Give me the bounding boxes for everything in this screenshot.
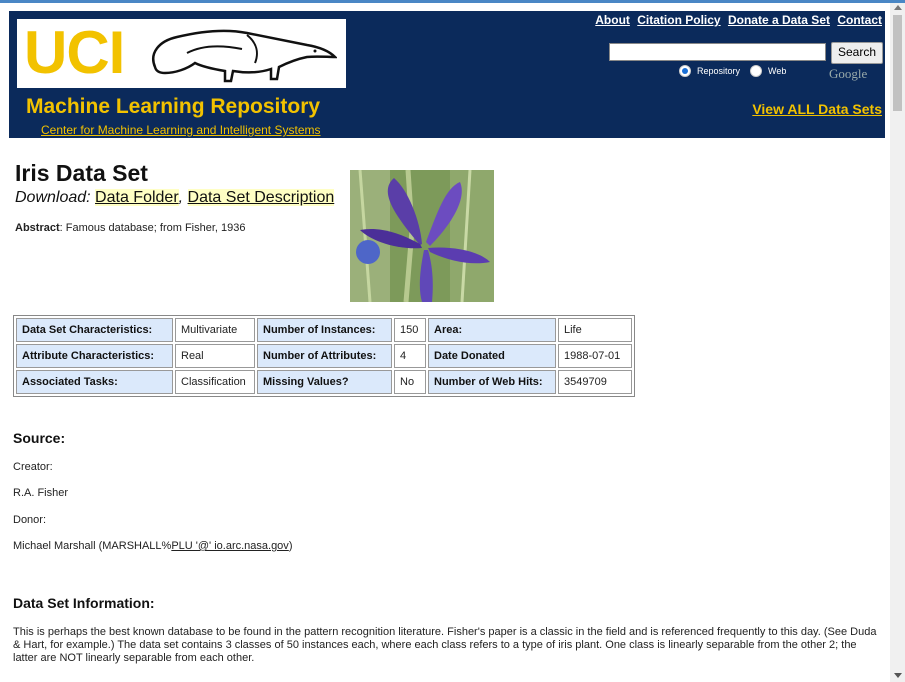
table-label-cell: Area: [428, 318, 556, 342]
uci-logo[interactable] [17, 19, 346, 88]
creator-label: Creator: [13, 461, 53, 473]
web-radio[interactable] [750, 65, 762, 77]
data-folder-link[interactable]: Data Folder [95, 189, 179, 206]
iris-photo [350, 170, 494, 302]
info-paragraph: This is perhaps the best known database to be found in the pattern recognition literature. Fisher's paper is a classic in the field and is referenced frequently to this day. (See Duda & Hart, for example.) The data set contains 3 classes of 50 instances each, where each class refers to a type of iris plant. One class is linearly separable from the other 2; the latter are NOT linearly separable from each other. [13, 626, 877, 664]
download-label: Download [15, 189, 87, 206]
repository-radio-label: Repository [697, 66, 741, 76]
table-value-cell: 4 [394, 344, 426, 368]
table-value-cell: Life [558, 318, 632, 342]
table-label-cell: Number of Instances: [257, 318, 392, 342]
about-link[interactable]: About [595, 13, 630, 27]
table-value-cell: No [394, 370, 426, 394]
top-border [0, 0, 905, 3]
abstract-label: Abstract [15, 222, 60, 234]
web-radio-label: Web [768, 66, 787, 76]
donor-line [13, 540, 292, 552]
search-button[interactable]: Search [831, 42, 883, 64]
table-label-cell: Data Set Characteristics: [16, 318, 173, 342]
dataset-characteristics-table [13, 315, 635, 397]
source-heading: Source: [13, 430, 66, 446]
repository-radio[interactable] [679, 65, 691, 77]
abstract-text: : Famous database; from Fisher, 1936 [59, 222, 246, 234]
search-scope [679, 65, 786, 77]
donate-link[interactable]: Donate a Data Set [727, 13, 830, 27]
table-row [16, 370, 632, 394]
creator-name: R.A. Fisher [13, 487, 69, 499]
repository-title: Machine Learning Repository [26, 95, 321, 118]
donor-label: Donor: [13, 514, 47, 526]
abstract [15, 222, 246, 234]
citation-policy-link[interactable]: Citation Policy [637, 13, 721, 27]
google-logo: Google [829, 66, 868, 81]
page-title: Iris Data Set [15, 160, 148, 186]
table-label-cell: Missing Values? [257, 370, 392, 394]
view-all-link[interactable]: View ALL Data Sets [752, 101, 882, 117]
table-label-cell: Date Donated [428, 344, 556, 368]
scroll-thumb[interactable] [893, 15, 902, 111]
site-header [9, 11, 885, 138]
top-nav [591, 13, 882, 27]
uci-logo-text: UCI [24, 19, 125, 86]
table-value-cell: Classification [175, 370, 255, 394]
table-value-cell: Multivariate [175, 318, 255, 342]
search-input[interactable] [609, 43, 826, 61]
table-label-cell: Number of Attributes: [257, 344, 392, 368]
anteater-icon [147, 23, 337, 85]
table-value-cell: 3549709 [558, 370, 632, 394]
donor-suffix: ) [288, 540, 293, 552]
donor-email-link[interactable]: PLU '@' io.arc.nasa.gov [171, 540, 289, 552]
vertical-scrollbar[interactable] [890, 3, 905, 682]
donor-prefix: Michael Marshall (MARSHALL% [13, 540, 172, 552]
table-row [16, 318, 632, 342]
cmlis-link[interactable]: Center for Machine Learning and Intelligent Systems [41, 123, 321, 137]
table-row [16, 344, 632, 368]
table-value-cell: 150 [394, 318, 426, 342]
info-heading: Data Set Information: [13, 595, 155, 611]
description-link[interactable]: Data Set Description [187, 189, 335, 206]
download-line: Download: Data Folder, Data Set Description [15, 189, 335, 206]
scroll-up-icon[interactable] [894, 5, 902, 10]
table-value-cell: Real [175, 344, 255, 368]
contact-link[interactable]: Contact [837, 13, 882, 27]
table-label-cell: Number of Web Hits: [428, 370, 556, 394]
table-label-cell: Attribute Characteristics: [16, 344, 173, 368]
scroll-down-icon[interactable] [894, 673, 902, 678]
table-label-cell: Associated Tasks: [16, 370, 173, 394]
table-value-cell: 1988-07-01 [558, 344, 632, 368]
